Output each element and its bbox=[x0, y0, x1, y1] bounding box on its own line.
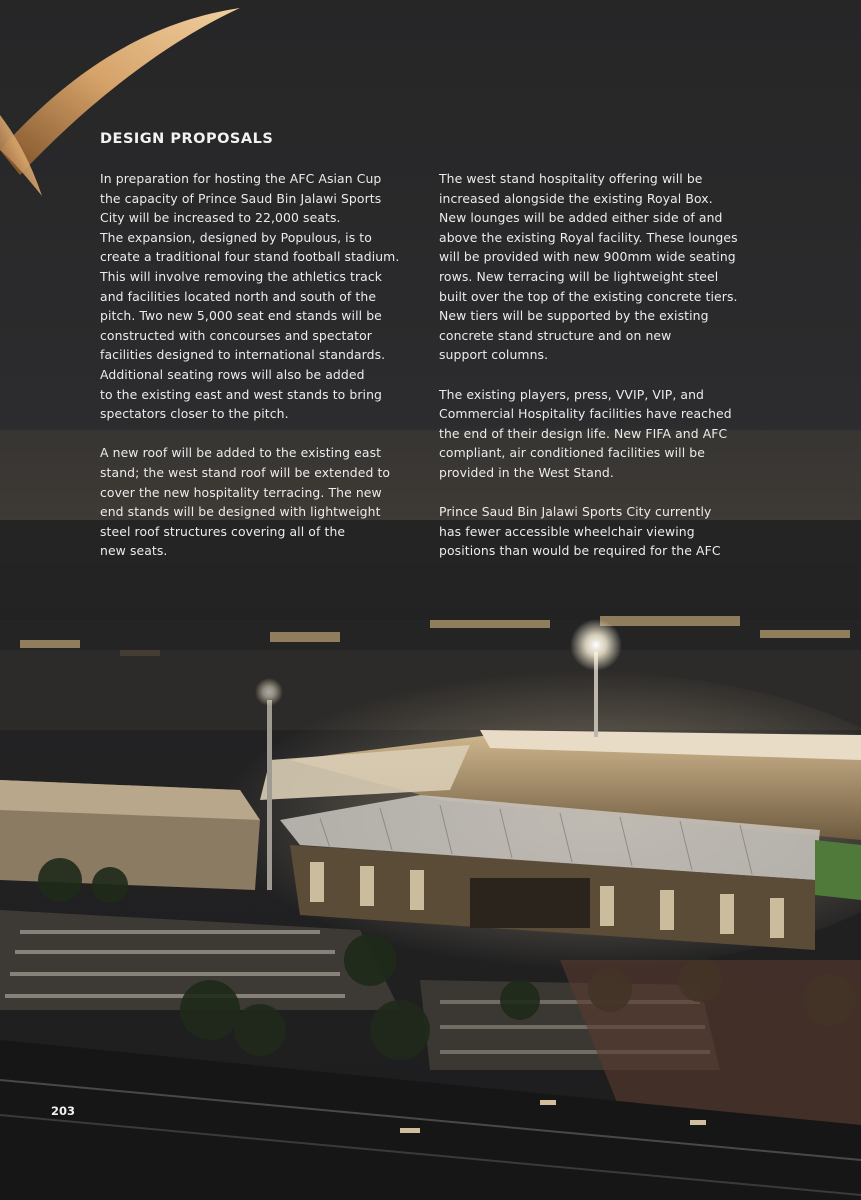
paragraph: The existing players, press, VVIP, VIP, and Commercial Hospitality facilities have reached the end of their design life. New FIFA and AFC compliant, air conditioned facilities will be provided in the West Stand. bbox=[439, 386, 732, 480]
page-number: 203 bbox=[51, 1104, 76, 1118]
text-column-right bbox=[439, 169, 749, 561]
section-heading: DESIGN PROPOSALS bbox=[100, 131, 274, 147]
stadium-stands bbox=[260, 730, 861, 950]
paragraph: In preparation for hosting the AFC Asian Cup the capacity of Prince Saud Bin Jalawi Sports City will be increased to 22,000 seats. The expansion, designed by Populous, is to create a traditional four stand football stadium. This will involve removing the athletics track and facilities located north and south of the pitch. Two new 5,000 seat end stands will be constructed with concourses and spectator facilities designed to international standards. Additional seating rows will also be added to the existing east and west stands to bring spectators closer to the pitch. bbox=[100, 171, 400, 422]
text-column-left bbox=[100, 169, 416, 561]
paragraph: Prince Saud Bin Jalawi Sports City currently has fewer accessible wheelchair viewing positions than would be required for the AFC bbox=[439, 504, 721, 559]
paragraph: The west stand hospitality offering will be increased alongside the existing Royal Box. New lounges will be added either side of and above the existing Royal facility. These lounges will be provided with new 900mm wide seating rows. New terracing will be lightweight steel built over the top of the existing concrete tiers. New tiers will be supported by the existing concrete stand structure and on new support columns. bbox=[439, 171, 738, 363]
paragraph: A new roof will be added to the existing east stand; the west stand roof will be extended to cover the new hospitality terracing. The new end stands will be designed with lightweight steel roof structures covering all of the new seats. bbox=[100, 445, 391, 559]
